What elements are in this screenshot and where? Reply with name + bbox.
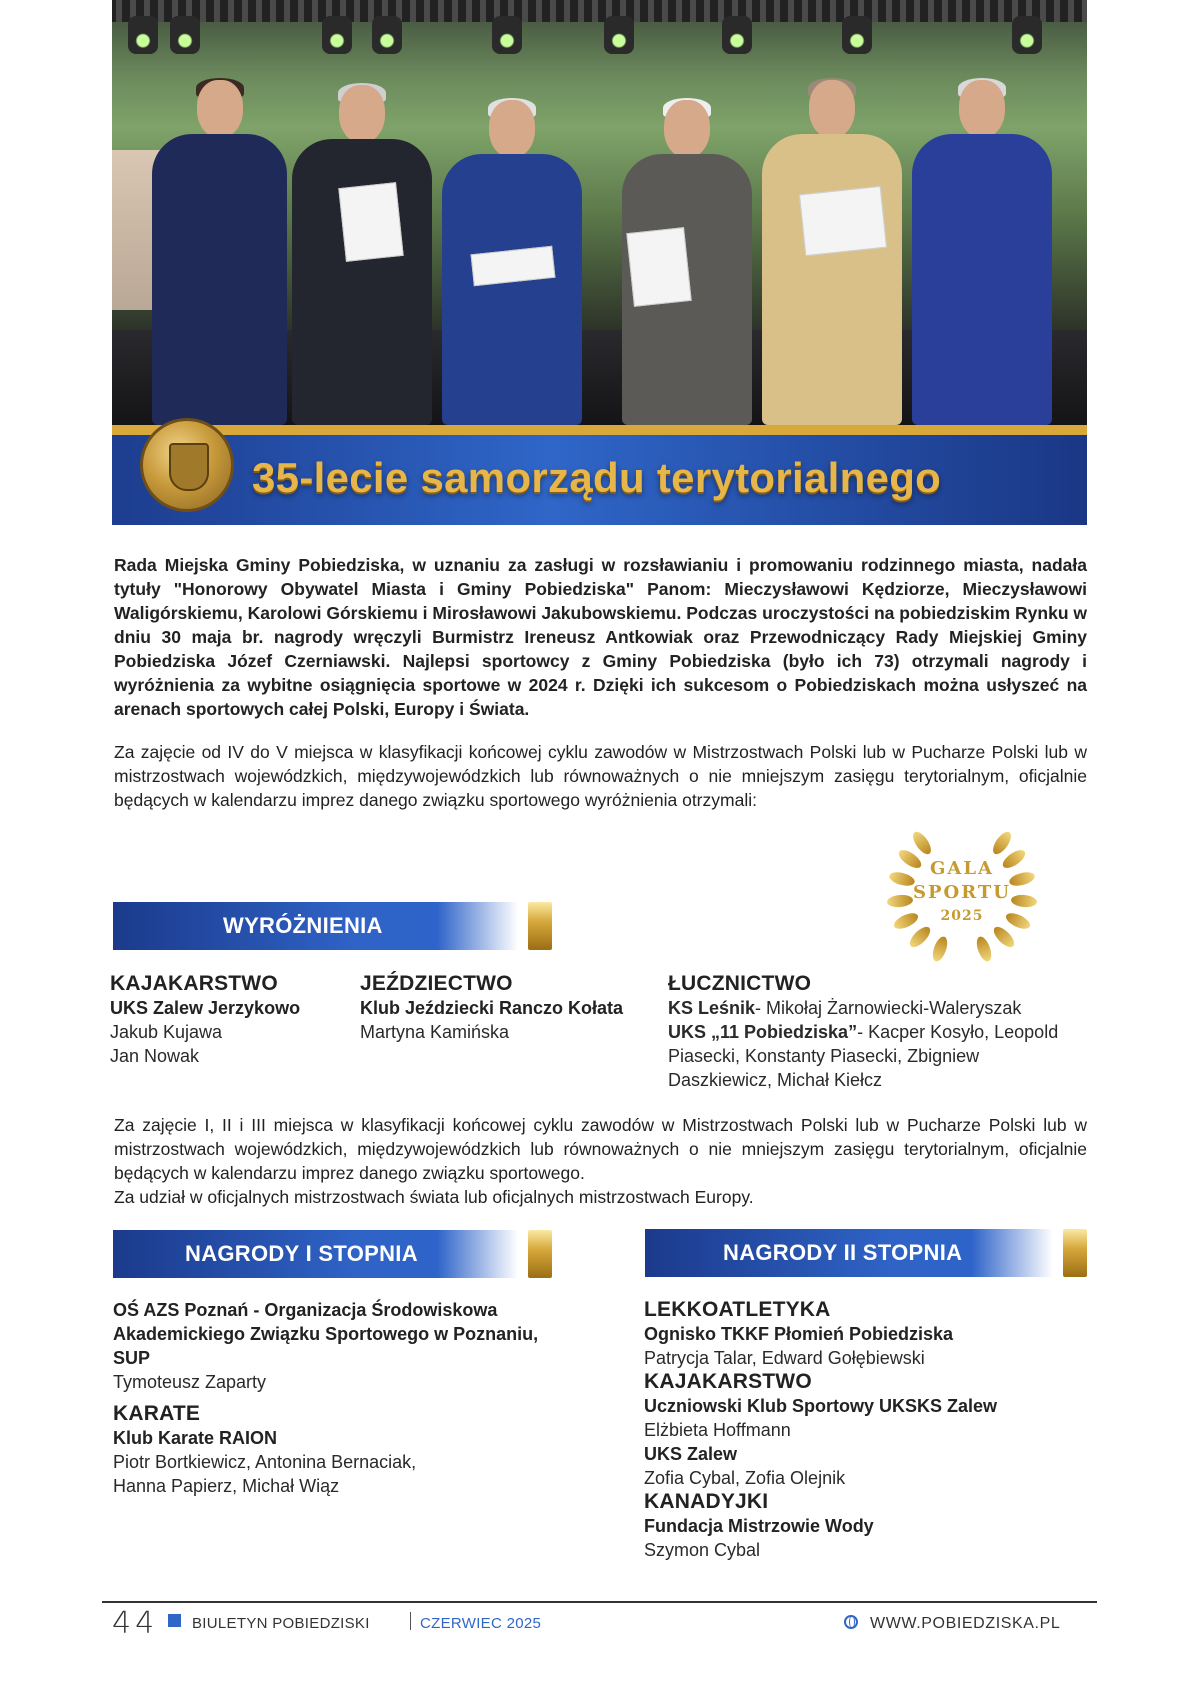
person-mayor bbox=[152, 80, 287, 425]
club-name: Fundacja Mistrzowie Wody bbox=[644, 1516, 874, 1536]
club-name: UKS „11 Pobiedziska” bbox=[668, 1022, 858, 1042]
discipline-title: KAJAKARSTWO bbox=[110, 972, 278, 995]
section-header-wyroznienia bbox=[113, 902, 552, 950]
award-entry bbox=[668, 996, 1088, 1020]
paragraph-line: Za udział w oficjalnych mistrzostwach świata lub oficjalnych mistrzostwach Europy. bbox=[114, 1187, 754, 1207]
stage-light bbox=[1012, 16, 1042, 54]
discipline-title: LEKKOATLETYKA bbox=[644, 1298, 831, 1321]
club-name: UKS Zalew bbox=[644, 1444, 738, 1464]
athlete-names: - Kacper Kosyło, Leopold Piasecki, Konstanty Piasecki, Zbigniew Daszkiewicz, Michał Kiełcz bbox=[668, 1022, 1059, 1090]
person-honoree-2 bbox=[442, 100, 582, 425]
paragraph-wyroznienia: Za zajęcie od IV do V miejsca w klasyfikacji końcowej cyklu zawodów w Mistrzostwach Polski lub w Pucharze Polski lub w mistrzostwach wojewódzkich, międzywojewódzkich lub równoważnych o nie mniejszym zasięgu terytorialnym, oficjalnie będących w kalendarzu imprez danego związku sportowego wyróżnienia otrzymali: bbox=[114, 742, 1087, 810]
publication-name: BIULETYN POBIEDZISKI bbox=[192, 1615, 370, 1632]
website-link[interactable]: WWW.POBIEDZISKA.PL bbox=[870, 1615, 1061, 1632]
square-bullet-icon bbox=[168, 1614, 181, 1627]
issue-month: CZERWIEC 2025 bbox=[420, 1615, 542, 1632]
award-group-nagrody-i bbox=[113, 1298, 568, 1498]
person-council-chairman bbox=[912, 80, 1052, 425]
stage-light bbox=[170, 16, 200, 54]
athlete-name: Jan Nowak bbox=[110, 1046, 200, 1066]
footer-divider bbox=[102, 1601, 1097, 1603]
athlete-name: Elżbieta Hoffmann bbox=[644, 1420, 791, 1440]
stage-truss bbox=[112, 0, 1087, 22]
athlete-names: Patrycja Talar, Edward Gołębiewski bbox=[644, 1348, 925, 1368]
person-honoree-4 bbox=[762, 80, 902, 425]
stage-light bbox=[128, 16, 158, 54]
stage-light bbox=[492, 16, 522, 54]
stage-light bbox=[372, 16, 402, 54]
athlete-names: Hanna Papierz, Michał Wiąz bbox=[113, 1476, 340, 1496]
discipline-title: JEŹDZIECTWO bbox=[360, 972, 513, 995]
section-header-nagrody-ii bbox=[645, 1229, 1087, 1277]
page-number: 44 bbox=[112, 1606, 159, 1641]
athlete-name: Martyna Kamińska bbox=[360, 1022, 510, 1042]
club-name: OŚ AZS Poznań - Organizacja Środowiskowa Akademickiego Związku Sportowego w Poznaniu, SUP bbox=[113, 1300, 539, 1368]
stage-light bbox=[604, 16, 634, 54]
club-name: KS Leśnik bbox=[668, 998, 756, 1018]
discipline-title: KARATE bbox=[113, 1402, 201, 1425]
paragraph-nagrody bbox=[114, 1113, 1087, 1209]
badge-line-3: 2025 bbox=[940, 908, 984, 924]
club-name: Ognisko TKKF Płomień Pobiedziska bbox=[644, 1324, 954, 1344]
award-group-lucznictwo bbox=[668, 972, 1088, 1092]
award-entry bbox=[668, 1020, 1088, 1092]
award-group-kajakarstwo bbox=[110, 972, 340, 1068]
section-title: NAGRODY I STOPNIA bbox=[185, 1241, 418, 1266]
page-title: 35-lecie samorządu terytorialnego bbox=[252, 454, 942, 501]
stage-light bbox=[322, 16, 352, 54]
athlete-names: Zofia Cybal, Zofia Olejnik bbox=[644, 1468, 846, 1488]
badge-line-1: GALA bbox=[930, 858, 994, 879]
person-honoree-1 bbox=[292, 85, 432, 425]
section-title: NAGRODY II STOPNIA bbox=[723, 1240, 963, 1265]
award-group-jezdziectwo bbox=[360, 972, 640, 1044]
footer-separator bbox=[410, 1612, 411, 1630]
athlete-names: Piotr Bortkiewicz, Antonina Bernaciak, bbox=[113, 1452, 417, 1472]
club-name: Klub Jeździecki Ranczo Kołata bbox=[360, 998, 624, 1018]
athlete-name: Tymoteusz Zaparty bbox=[113, 1372, 267, 1392]
discipline-title: KANADYJKI bbox=[644, 1490, 769, 1513]
person-honoree-3 bbox=[622, 100, 752, 425]
paragraph-line: Za zajęcie I, II i III miejsca w klasyfikacji końcowej cyklu zawodów w Mistrzostwach Polski lub w Pucharze Polski lub w mistrzostwach wojewódzkich, międzywojewódzkich lub równoważnych o nie mniejszym zasięgu terytorialnym, oficjalnie będących w kalendarzu imprez danego związku sportowego. bbox=[114, 1115, 1087, 1183]
athlete-name: Szymon Cybal bbox=[644, 1540, 761, 1560]
badge-line-2: SPORTU bbox=[913, 882, 1011, 903]
club-name: UKS Zalew Jerzykowo bbox=[110, 998, 301, 1018]
stage-light bbox=[722, 16, 752, 54]
athlete-names: - Mikołaj Żarnowiecki-Waleryszak bbox=[755, 998, 1022, 1018]
section-header-nagrody-i bbox=[113, 1230, 552, 1278]
club-name: Klub Karate RAION bbox=[113, 1428, 278, 1448]
stage-light bbox=[842, 16, 872, 54]
award-group-nagrody-ii bbox=[644, 1298, 1084, 1562]
athlete-name: Jakub Kujawa bbox=[110, 1022, 223, 1042]
globe-icon bbox=[844, 1615, 858, 1629]
intro-paragraph: Rada Miejska Gminy Pobiedziska, w uznaniu za zasługi w rozsławianiu i promowaniu rodzinnego miasta, nadała tytuły "Honorowy Obywatel Miasta i Gminy Pobiedziska" Panom: Mieczysławowi Kędziorze, Mieczysławowi Waligórskiemu, Karolowi Górskiemu i Mirosławowi Jakubowskiemu. Podczas uroczystości na pobiedziskim Rynku w dniu 30 maja br. nagrody wręczyli Burmistrz Ireneusz Antkowiak oraz Przewodniczący Rady Miejskiej Gminy Pobiedziska Józef Czerniawski. Najlepsi sportowcy z Gminy Pobiedziska (było ich 73) otrzymali nagrody i wyróżnienia za wybitne osiągnięcia sportowe w 2024 r. Dzięki ich sukcesom o Pobiedziskach można usłyszeć na arenach sportowych całej Polski, Europy i Świata. bbox=[114, 555, 1087, 719]
town-seal-icon bbox=[140, 418, 234, 512]
section-title: WYRÓŻNIENIA bbox=[223, 913, 383, 938]
discipline-title: ŁUCZNICTWO bbox=[668, 972, 812, 995]
ceremony-photo bbox=[112, 0, 1087, 425]
discipline-title: KAJAKARSTWO bbox=[644, 1370, 812, 1393]
club-name: Uczniowski Klub Sportowy UKSKS Zalew bbox=[644, 1396, 998, 1416]
